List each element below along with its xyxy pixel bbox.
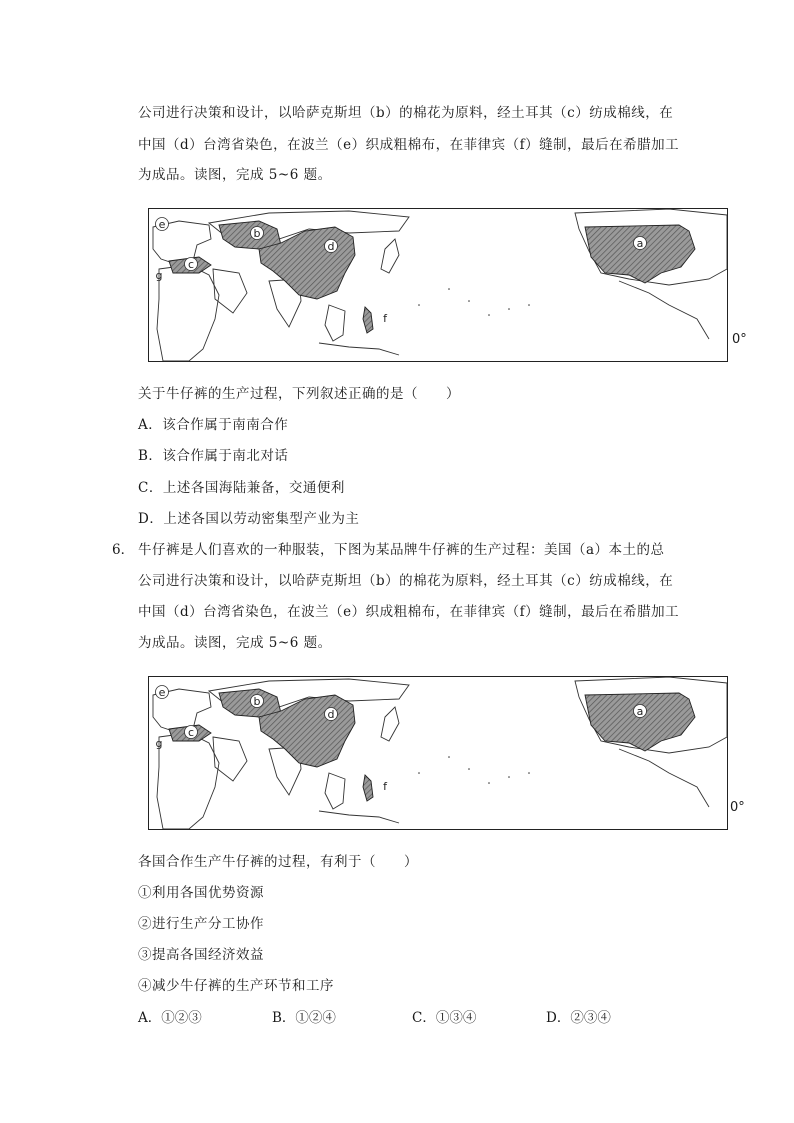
- kazakhstan-region: [219, 221, 281, 249]
- map1-label-g: g: [155, 269, 163, 282]
- q6-option-c[interactable]: C．①③④: [412, 1010, 477, 1026]
- q6-statement-2: ②进行生产分工协作: [138, 916, 264, 932]
- map2-label-f: f: [383, 780, 387, 793]
- q6-option-a[interactable]: A．①②③: [138, 1010, 202, 1026]
- q6-number: 6．: [112, 542, 135, 558]
- world-map-2: [148, 676, 728, 830]
- q6-statement-1: ①利用各国优势资源: [138, 885, 264, 901]
- map2-label-g: g: [155, 737, 163, 750]
- map1-label-d: d: [327, 240, 335, 253]
- map1-label-a: a: [636, 237, 644, 250]
- q5-option-d[interactable]: D．上述各国以劳动密集型产业为主: [138, 511, 360, 527]
- q6-statement-4: ④减少牛仔裤的生产环节和工序: [138, 978, 334, 994]
- usa-region: [585, 693, 695, 751]
- q6-intro-line-2: 公司进行决策和设计，以哈萨克斯坦（b）的棉花为原料，经土耳其（c）纺成棉线，在: [138, 573, 674, 589]
- q5-intro-line-1: 公司进行决策和设计，以哈萨克斯坦（b）的棉花为原料，经土耳其（c）纺成棉线，在: [138, 105, 674, 121]
- world-map-2-svg: [149, 677, 727, 829]
- philippines-region: [363, 775, 373, 801]
- philippines-region: [363, 307, 373, 333]
- world-map-1: [148, 208, 728, 362]
- q5-option-a[interactable]: A．该合作属于南南合作: [138, 417, 289, 433]
- q6-question: 各国合作生产牛仔裤的过程，有利于（ ）: [138, 854, 418, 870]
- q6-statement-3: ③提高各国经济效益: [138, 947, 264, 963]
- map2-label-e: e: [158, 686, 166, 699]
- kazakhstan-region: [219, 689, 281, 717]
- map2-label-b: b: [253, 695, 261, 708]
- map1-label-c: c: [187, 258, 195, 271]
- map2-equator-label: 0°: [730, 800, 745, 815]
- q6-intro-line-4: 为成品。读图，完成 5~6 题。: [138, 635, 332, 651]
- map2-label-a: a: [636, 705, 644, 718]
- map1-label-e: e: [158, 218, 166, 231]
- map1-label-b: b: [253, 227, 261, 240]
- q5-option-c[interactable]: C．上述各国海陆兼备，交通便利: [138, 480, 345, 496]
- q6-intro-line-3: 中国（d）台湾省染色，在波兰（e）织成粗棉布，在菲律宾（f）缝制，最后在希腊加工: [138, 604, 680, 620]
- world-map-1-svg: [149, 209, 727, 361]
- map1-equator-label: 0°: [732, 332, 747, 347]
- map1-label-f: f: [383, 312, 387, 325]
- usa-region: [585, 225, 695, 283]
- q5-option-b[interactable]: B．该合作属于南北对话: [138, 448, 289, 464]
- map2-label-c: c: [187, 726, 195, 739]
- q6-option-b[interactable]: B．①②④: [272, 1010, 336, 1026]
- q5-intro-line-3: 为成品。读图，完成 5~6 题。: [138, 167, 332, 183]
- q5-intro-line-2: 中国（d）台湾省染色，在波兰（e）织成粗棉布，在菲律宾（f）缝制，最后在希腊加工: [138, 137, 680, 153]
- q6-intro-line-1: 牛仔裤是人们喜欢的一种服装，下图为某品牌牛仔裤的生产过程：美国（a）本土的总: [138, 542, 665, 558]
- q6-option-d[interactable]: D．②③④: [546, 1010, 611, 1026]
- q5-question: 关于牛仔裤的生产过程，下列叙述正确的是（ ）: [138, 386, 460, 402]
- map2-label-d: d: [327, 708, 335, 721]
